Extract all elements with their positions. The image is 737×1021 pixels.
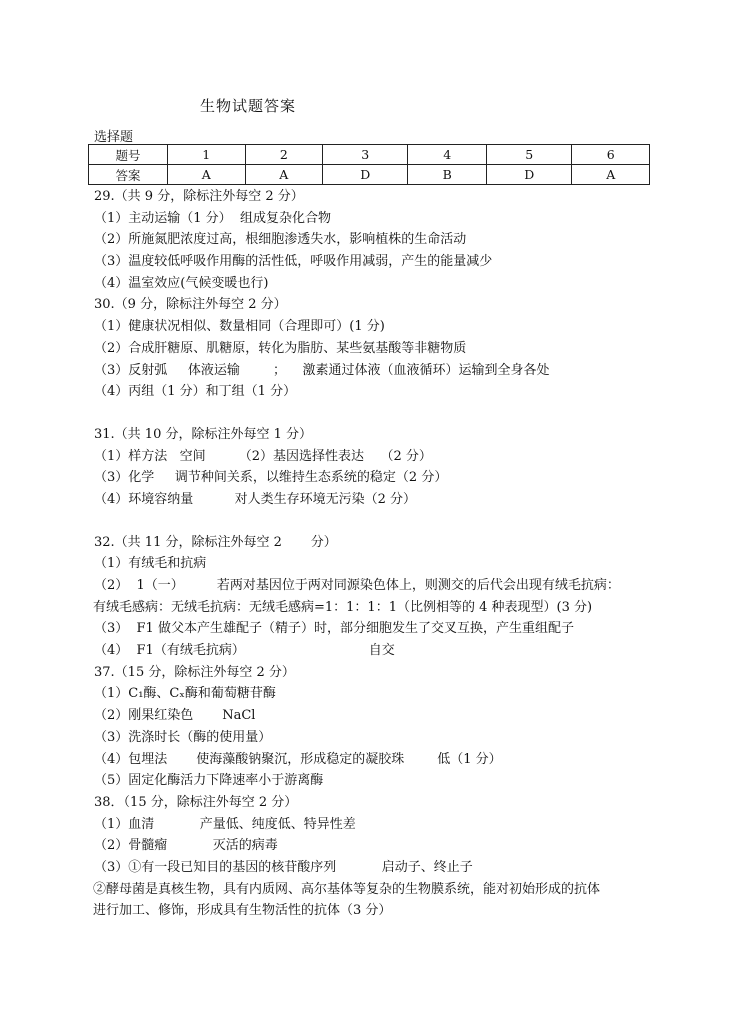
q32-line-3: 有绒毛感病：无绒毛抗病：无绒毛感病=1：1：1：1（比例相等的 4 种表现型）(3 分) <box>93 599 593 615</box>
table-row-header: 题号 <box>89 145 168 165</box>
q31-header: 31.（共 10 分，除标注外每空 1 分） <box>94 426 313 442</box>
q31-line-2: （3）化学 调节种间关系，以维持生态系统的稳定（2 分） <box>94 470 448 486</box>
table-cell: A <box>572 165 650 185</box>
table-cell: 1 <box>168 145 246 165</box>
q29-header: 29.（共 9 分，除标注外每空 2 分） <box>94 189 304 204</box>
answer-table <box>88 144 650 185</box>
q31-line-1: （1）样方法 空间 （2）基因选择性表达 （2 分） <box>94 448 432 464</box>
q37-line-4: （4）包埋法 使海藻酸钠聚沉，形成稳定的凝胶珠 低（1 分） <box>94 751 502 767</box>
q37-line-3: （3）洗涤时长（酶的使用量） <box>94 729 272 745</box>
table-cell: A <box>168 165 246 185</box>
table-cell: D <box>487 165 572 185</box>
q30-line-4: （4）丙组（1 分）和丁组（1 分） <box>94 384 297 400</box>
q37-line-1: （1）C₁酶、Cₓ酶和葡萄糖苷酶 <box>94 686 276 702</box>
table-cell: D <box>323 165 408 185</box>
table-row-header: 答案 <box>89 165 168 185</box>
q29-line-1: （1）主动运输（1 分） 组成复杂化合物 <box>94 210 331 226</box>
q38-line-3: （3）①有一段已知目的基因的核苷酸序列 启动子、终止子 <box>94 859 473 875</box>
section-label: 选择题 <box>94 130 134 145</box>
q38-header: 38．（15 分，除标注外每空 2 分） <box>94 794 298 810</box>
q38-line-1: （1）血清 产量低、纯度低、特异性差 <box>94 816 356 832</box>
q38-line-5: 进行加工、修饰，形成具有生物活性的抗体（3 分） <box>93 903 392 919</box>
table-cell: 4 <box>408 145 487 165</box>
spacer <box>94 511 694 532</box>
q32-line-2: （2） 1（一） 若两对基因位于两对同源染色体上，则测交的后代会出现有绒毛抗病： <box>94 578 620 593</box>
document-title: 生物试题答案 <box>200 97 297 115</box>
q29-line-4: （4）温室效应(气候变暖也行) <box>94 275 269 291</box>
q37-header: 37.（15 分，除标注外每空 2 分） <box>94 664 295 680</box>
q32-line-4: （3） F1 做父本产生雄配子（精子）时，部分细胞发生了交叉互换，产生重组配子 <box>94 621 574 637</box>
table-row <box>89 145 650 165</box>
q32-header: 32.（共 11 分，除标注外每空 2 分） <box>94 534 337 550</box>
q30-line-3: （3）反射弧 体液运输 ； 激素通过体液（血液循环）运输到全身各处 <box>94 362 550 378</box>
table-cell: B <box>408 165 487 185</box>
q37-line-2: （2）刚果红染色 NaCl <box>94 708 256 724</box>
q38-line-4: ②酵母菌是真核生物，具有内质网、高尔基体等复杂的生物膜系统，能对初始形成的抗体 <box>93 881 601 897</box>
answer-body <box>94 186 694 922</box>
table-cell: A <box>245 165 323 185</box>
table-cell: 3 <box>323 145 408 165</box>
table-cell: 6 <box>572 145 650 165</box>
q37-line-5: （5）固定化酶活力下降速率小于游离酶 <box>94 773 324 789</box>
table-cell: 2 <box>245 145 323 165</box>
table-row <box>89 165 650 185</box>
q32-line-1: （1）有绒毛和抗病 <box>94 556 207 572</box>
q31-line-3: （4）环境容纳量 对人类生存环境无污染（2 分） <box>94 491 416 507</box>
q29-line-3: （3）温度较低呼吸作用酶的活性低，呼吸作用减弱，产生的能量减少 <box>94 254 493 270</box>
q30-line-2: （2）合成肝糖原、肌糖原，转化为脂肪、某些氨基酸等非糖物质 <box>94 340 467 356</box>
spacer <box>94 403 694 424</box>
q30-line-1: （1）健康状况相似、数量相同（合理即可）(1 分) <box>94 319 385 335</box>
table-cell: 5 <box>487 145 572 165</box>
q32-line-5: （4） F1（有绒毛抗病） 自交 <box>94 643 395 659</box>
q29-line-2: （2）所施氮肥浓度过高，根细胞渗透失水，影响植株的生命活动 <box>94 232 467 248</box>
q38-line-2: （2）骨髓瘤 灭活的病毒 <box>94 838 278 854</box>
q30-header: 30.（9 分，除标注外每空 2 分） <box>94 297 287 313</box>
